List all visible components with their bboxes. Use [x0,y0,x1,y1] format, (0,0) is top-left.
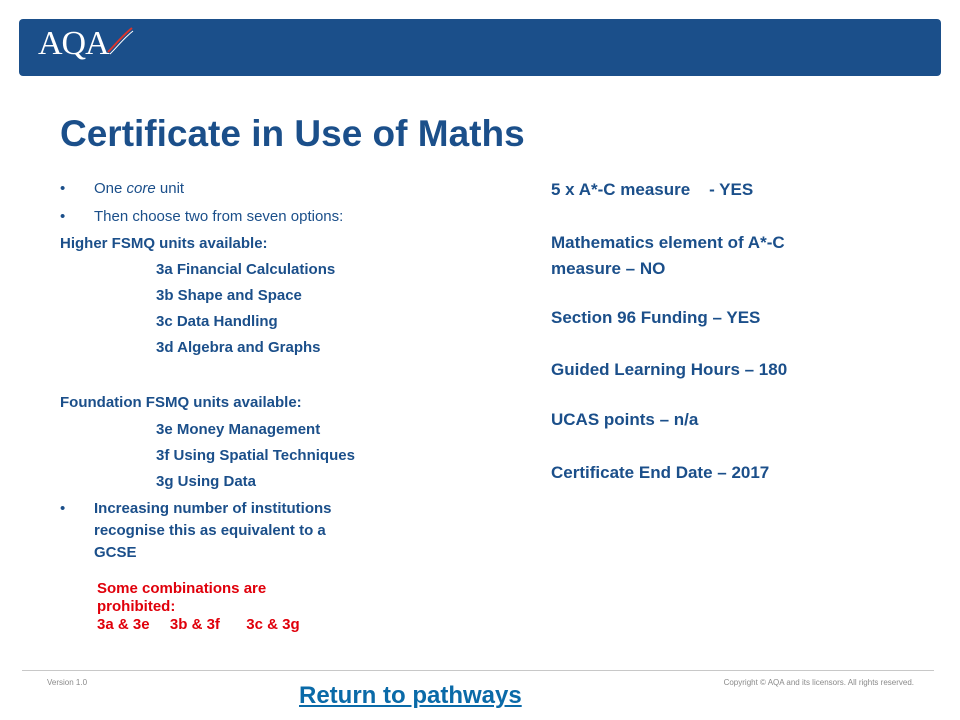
maths-element-line: Mathematics element of A*-C [551,233,785,252]
unit-item: 3b Shape and Space [156,287,302,304]
prohibited-combinations [97,580,300,634]
combo-list [97,616,300,634]
warning-line: prohibited: [97,598,176,615]
measure-line: 5 x A*-C measure - YES [551,180,754,199]
bullet-core-unit [94,180,184,197]
unit-item: 3f Using Spatial Techniques [156,447,355,464]
bullet-gcse-line: GCSE [94,544,137,561]
bullet-gcse-line: Increasing number of institutions [94,500,332,517]
ucas-line: UCAS points – n/a [551,410,699,429]
higher-heading: Higher FSMQ units available: [60,235,268,252]
bullet-core-pre: One [94,180,127,197]
bullet-core-em: core [126,180,156,197]
unit-item: 3g Using Data [156,473,257,490]
unit-item: 3a Financial Calculations [156,261,336,278]
bullet-core-post: unit [155,180,185,197]
footer-divider [22,670,934,671]
aqa-logo: AQA [38,25,109,62]
end-date-line: Certificate End Date – 2017 [551,463,770,482]
unit-item: 3c Data Handling [156,313,278,330]
combo-item: 3b & 3f [169,616,220,633]
copyright-notice: Copyright © AQA and its licensors. All rights reserved. [723,678,914,687]
bullet-marker: • [60,500,66,517]
bullet-marker: • [60,180,66,197]
glh-line: Guided Learning Hours – 180 [551,360,788,379]
combo-item: 3a & 3e [97,616,150,633]
warning-line: Some combinations are [97,580,267,597]
foundation-heading: Foundation FSMQ units available: [60,394,302,411]
version-label: Version 1.0 [47,678,88,687]
unit-item: 3d Algebra and Graphs [156,339,321,356]
logo-swoosh-icon [106,26,134,56]
bullet-choose-options: Then choose two from seven options: [94,208,344,225]
maths-element-line: measure – NO [551,259,666,278]
unit-item: 3e Money Management [156,421,321,438]
bullet-marker: • [60,208,66,225]
page-title: Certificate in Use of Maths [60,113,525,154]
bullet-gcse-line: recognise this as equivalent to a [94,522,326,539]
funding-line: Section 96 Funding – YES [551,308,761,327]
header-bar [19,19,941,76]
combo-item: 3c & 3g [246,616,300,633]
return-to-pathways-link[interactable]: Return to pathways [299,682,522,709]
